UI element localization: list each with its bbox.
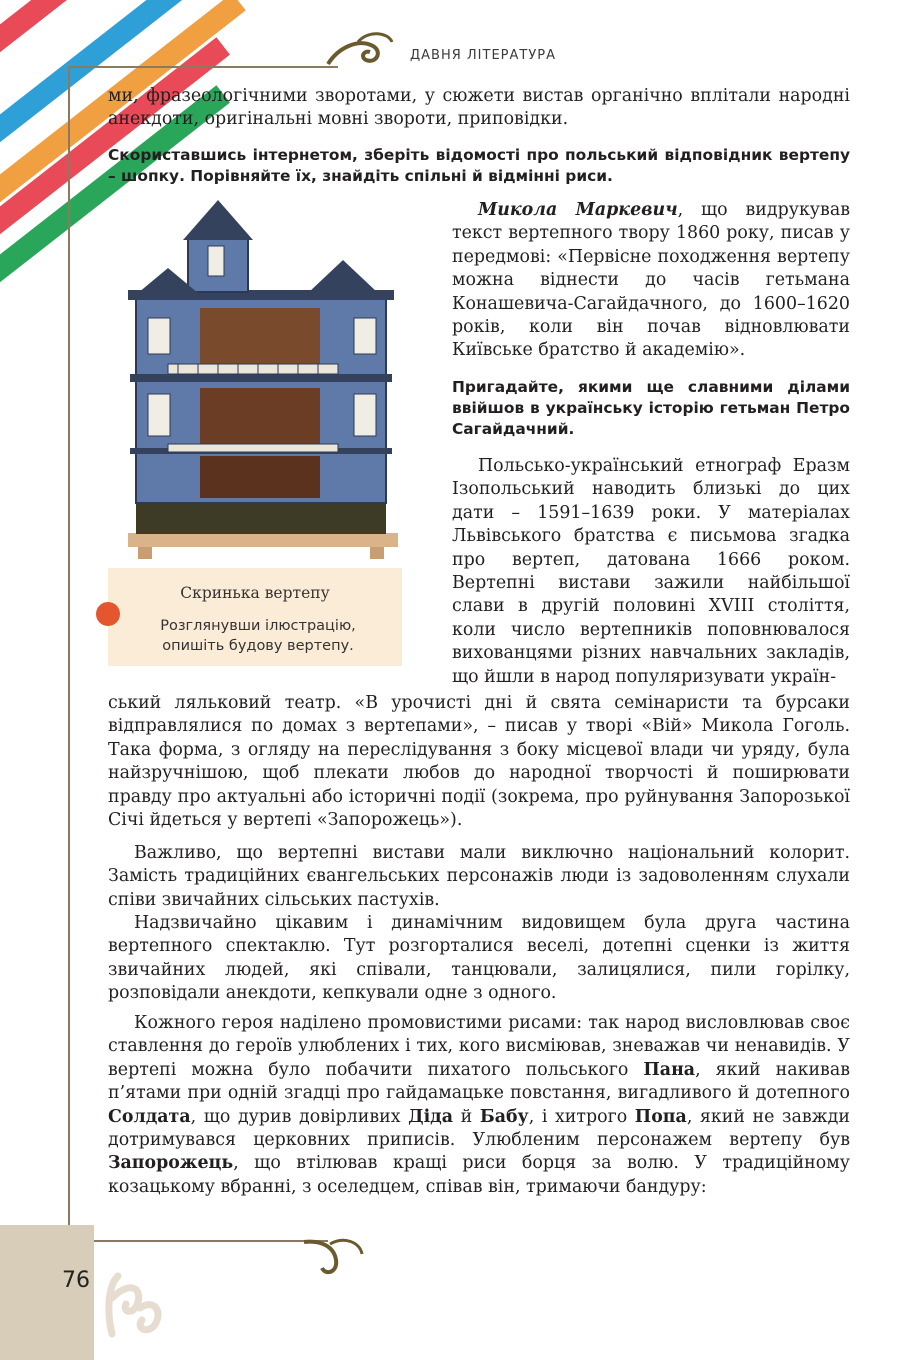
hero-baba: Бабу: [479, 1106, 529, 1127]
task-marker-icon: [96, 602, 120, 626]
paragraph-intro: ми, фразеологічними зворотами, у сюжети вистав органічно вплітали народні анекдоти, оригінальні мовні звороти, приповідки.: [108, 86, 850, 130]
hero-pip: Попа: [634, 1106, 687, 1127]
figure-caption-title: Скринька вертепу: [180, 584, 330, 602]
hero-soldat: Солдата: [108, 1106, 191, 1127]
corner-monogram-icon: [98, 1268, 168, 1340]
heroes-text-4: й: [453, 1106, 480, 1127]
heroes-text-1: Кожного героя наділено промовистими рисами: так народ висловлював своє ставлення до героїв улюблених і тих, кого висміював, зневажав чи ненавидів. У вертепі можна було побачити пихатого польського: [108, 1013, 850, 1080]
paragraph-national: Важливо, що вертепні вистави мали виключно національний колорит. Замість традиційних євангельських персонажів люди із задоволенням слухали співи звичайних сільських пастухів.: [108, 843, 850, 910]
paragraph-markevych: [452, 199, 850, 363]
footer-flourish-icon: [300, 1232, 370, 1282]
paragraph-izopolsky-continued: ський ляльковий театр. «В урочисті дні й свята семінаристи та бурсаки відправлялися по домах з вертепами», – писав у творі «Вій» Микола Гоголь. Така форма, з огляду на переслідування з боку місцевої влади чи уряду, була найзручнішою, щоб плекати любов до народної творчості й поширювати правду про актуальні або історичні події (зокрема, про руйнування Запорозької Січі йдеться у вертепі «Запорожець»).: [108, 693, 850, 831]
figure-caption-box: [108, 568, 402, 666]
frame-left-line: [68, 66, 70, 1241]
vertep-box-illustration: [108, 198, 402, 568]
page-number: 76: [62, 1268, 90, 1293]
header-flourish-icon: [318, 28, 398, 72]
task-sahaidachny: Пригадайте, якими ще славними ділами ввійшов в українську історію гетьман Петро Сагайдачний.: [452, 378, 850, 438]
markevych-text: , що видрукував текст вертепного твору 1860 року, писав у передмові: «Первісне походження вертепу можна віднести до часів гетьмана Конашевича-Сагайдачного, до 1600–1620 років, коли він почав відновлювати Київське братство й академію».: [452, 200, 850, 361]
heroes-text-5: , і хитрого: [528, 1106, 635, 1127]
author-name: Микола Маркевич: [478, 200, 678, 220]
paragraph-heroes: [108, 1012, 850, 1199]
hero-zaporozhets: Запорожець: [108, 1153, 234, 1174]
task-shopka: Скориставшись інтернетом, зберіть відомості про польський відповідник вертепу – шопку. Порівняйте їх, знайдіть спільні й відмінні риси.: [108, 146, 850, 185]
section-title: ДАВНЯ ЛІТЕРАТУРА: [410, 48, 556, 63]
hero-pan: Пана: [643, 1059, 696, 1080]
heroes-text-2: , який накивав п’ятами при одній згадці про гайдамацьке повстання, вигадливого й дотепного: [108, 1059, 850, 1104]
paragraph-izopolsky: Польсько-український етнограф Еразм Ізопольський наводить близькі до цих дати – 1591–1639 роки. У матеріалах Львівського братства є письмова згадка про вертеп, датована 1666 роком. Вертепні вистави зажили найбільшої слави в другій половині XVIII століття, коли число вертепників поповнювалося вихованцями різних навчальних закладів, що йшли в народ популяризувати україн-: [452, 456, 850, 687]
heroes-text-3: , що дурив довірливих: [190, 1106, 409, 1127]
frame-bottom-line: [68, 1240, 328, 1242]
paragraph-second-part: Надзвичайно цікавим і динамічним видовищем була друга частина вертепного спектаклю. Тут розгорталися веселі, дотепні сценки із життя звичайних людей, які співали, танцювали, залицялися, пили горілку, розповідали анекдоти, кепкували одне з одного.: [108, 913, 850, 1004]
figure-caption-task: Розглянувши ілюстрацію, опишіть будову вертепу.: [160, 618, 356, 654]
hero-did: Діда: [408, 1106, 454, 1127]
heroes-text-6: , який не завжди дотримувався церковних приписів. Улюбленим персонажем вертепу був: [108, 1106, 850, 1151]
vertep-house-icon: [108, 198, 402, 568]
heroes-text-7: , що втілював кращі риси борця за волю. У традиційному козацькому вбранні, з оселедцем, співав він, тримаючи бандуру:: [108, 1153, 850, 1197]
frame-top-line: [68, 66, 338, 68]
